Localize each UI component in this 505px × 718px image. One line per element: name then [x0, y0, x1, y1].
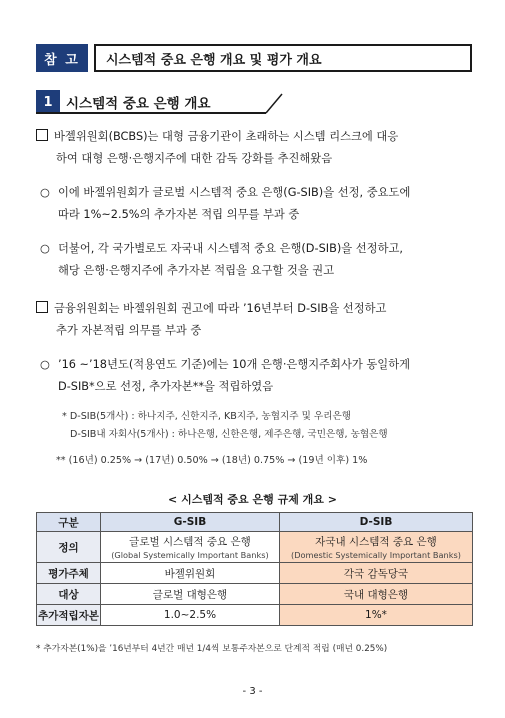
p1-line2: 하여 대형 은행·은행지주에 대한 감독 강화를 추진해왔음: [56, 152, 333, 165]
p1-line1: 바젤위원회(BCBS)는 대형 금융기관이 초래하는 시스템 리스크에 대응: [54, 130, 399, 143]
p2-line1: 금융위원회는 바젤위원회 권고에 따라 ’16년부터 D-SIB을 선정하고: [54, 302, 387, 315]
reference-tag: 참 고: [36, 44, 88, 72]
dsib-cell: 1%*: [279, 605, 472, 626]
section-heading: [36, 90, 211, 114]
p1a-line2: 따라 1%~2.5%의 추가자본 적립 의무를 부과 중: [58, 208, 300, 221]
circle-bullet-icon: ○: [40, 186, 50, 199]
dsib-cell: [279, 532, 472, 563]
row-label: 평가주체: [37, 563, 101, 584]
table-title: < 시스템적 중요 은행 규제 개요 >: [168, 493, 337, 506]
table-row: [37, 532, 473, 563]
paragraph-1: [36, 126, 398, 170]
gsib-definition-en: (Global Systemically Important Banks): [111, 549, 269, 560]
p2-line2: 추가 자본적립 의무를 부과 중: [56, 324, 202, 337]
footnote-1: [62, 408, 388, 444]
gsib-cell: 글로벌 대형은행: [101, 584, 280, 605]
table-header-row: [37, 513, 473, 532]
section-slant-decoration: [248, 92, 284, 114]
table-footnote: * 추가자본(1%)을 ’16년부터 4년간 매년 1/4씩 보통주자본으로 단계적 적립 (매년 0.25%): [36, 644, 388, 654]
row-label: 추가적립자본: [37, 605, 101, 626]
note1-line1: * D-SIB(5개사) : 하나지주, 신한지주, KB지주, 농협지주 및 우리은행: [62, 411, 352, 422]
row-label: 대상: [37, 584, 101, 605]
section-number: 1: [36, 90, 60, 114]
square-bullet-icon: [36, 301, 48, 313]
gsib-definition: 글로벌 시스템적 중요 은행: [129, 535, 251, 548]
circle-bullet-icon: ○: [40, 358, 50, 371]
paragraph-1a: [40, 182, 410, 226]
regulation-table: [36, 512, 473, 626]
gsib-cell: [101, 532, 280, 563]
table-row: [37, 605, 473, 626]
header-category: 구분: [37, 513, 101, 532]
reference-title: 시스템적 중요 은행 개요 및 평가 개요: [94, 44, 472, 72]
table-row: [37, 563, 473, 584]
p1b-line1: 더불어, 각 국가별로도 자국내 시스템적 중요 은행(D-SIB)을 선정하고,: [58, 242, 403, 255]
circle-bullet-icon: ○: [40, 242, 50, 255]
footnote-2: ** (16년) 0.25% → (17년) 0.50% → (18년) 0.75% → (19년 이후) 1%: [56, 455, 368, 466]
reference-header: [36, 44, 472, 72]
p1b-line2: 해당 은행·은행지주에 추가자본 적립을 요구할 것을 권고: [58, 264, 335, 277]
paragraph-2: [36, 298, 386, 342]
note1-line2: D-SIB내 자회사(5개사) : 하나은행, 신한은행, 제주은행, 국민은행, 농협은행: [70, 429, 388, 440]
square-bullet-icon: [36, 129, 48, 141]
dsib-definition-en: (Domestic Systemically Important Banks): [291, 549, 461, 560]
dsib-cell: 각국 감독당국: [279, 563, 472, 584]
section-title: 시스템적 중요 은행 개요: [66, 96, 211, 112]
p2a-line1: ’16 ~’18년도(적용연도 기준)에는 10개 은행·은행지주회사가 동일하게: [58, 358, 411, 371]
header-dsib: D-SIB: [279, 513, 472, 532]
dsib-cell: 국내 대형은행: [279, 584, 472, 605]
page-number: - 3 -: [242, 686, 263, 697]
gsib-cell: 바젤위원회: [101, 563, 280, 584]
section-underline: [36, 112, 266, 114]
table-row: [37, 584, 473, 605]
paragraph-2a: [40, 354, 410, 398]
p2a-line2: D-SIB*으로 선정, 추가자본**을 적립하였음: [58, 380, 274, 393]
gsib-cell: 1.0~2.5%: [101, 605, 280, 626]
p1a-line1: 이에 바젤위원회가 글로벌 시스템적 중요 은행(G-SIB)을 선정, 중요도에: [58, 186, 411, 199]
row-label: 정의: [37, 532, 101, 563]
header-gsib: G-SIB: [101, 513, 280, 532]
dsib-definition: 자국내 시스템적 중요 은행: [315, 535, 437, 548]
paragraph-1b: [40, 238, 403, 282]
